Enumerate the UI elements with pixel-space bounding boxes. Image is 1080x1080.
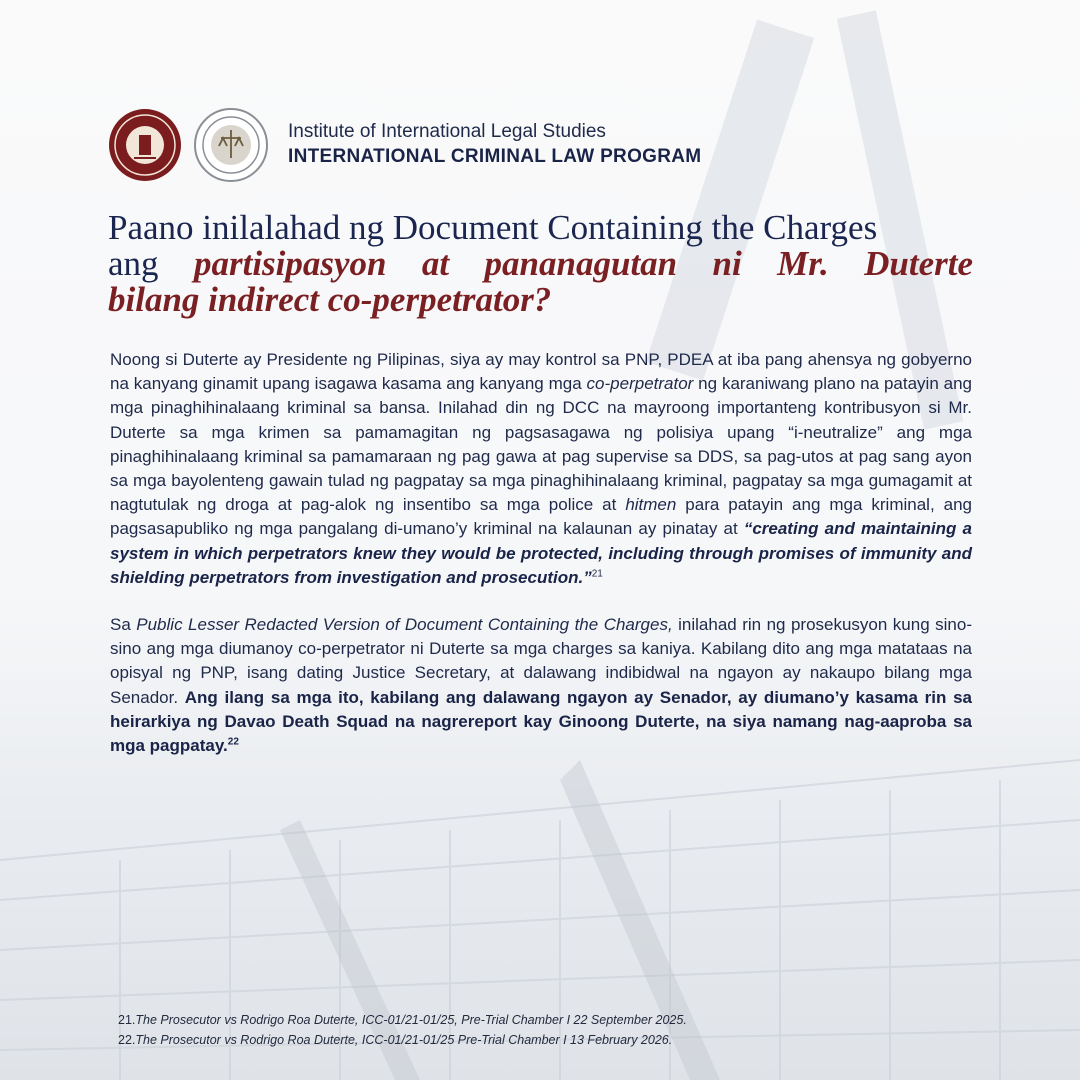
- article-body: [110, 348, 972, 781]
- footnote-number: 22.: [118, 1033, 136, 1047]
- footnote-text: The Prosecutor vs Rodrigo Roa Duterte, ICC-01/21-01/25 Pre-Trial Chamber I 13 February 2026.: [135, 1033, 673, 1047]
- title-line-2: [108, 246, 973, 282]
- institute-name: Institute of International Legal Studies: [288, 121, 606, 143]
- institute-block: [288, 120, 701, 169]
- paragraph-2: [110, 613, 972, 758]
- p2-lead: Sa: [110, 615, 137, 635]
- up-law-seal-logo: [108, 108, 182, 182]
- footnote-22: [118, 1030, 687, 1050]
- title-accent-b: bilang indirect co-perpetrator?: [108, 280, 552, 319]
- title-line-1: Paano inilalahad ng Document Containing the Charges: [108, 208, 878, 247]
- footnote-text: The Prosecutor vs Rodrigo Roa Duterte, ICC-01/21-01/25, Pre-Trial Chamber I 22 September 2025.: [135, 1013, 687, 1027]
- footnote-ref-21: 21: [591, 568, 603, 580]
- program-name: INTERNATIONAL CRIMINAL LAW PROGRAM: [288, 146, 702, 167]
- footnotes: [118, 1010, 687, 1050]
- paragraph-1: [110, 348, 972, 590]
- p1-text-1: Noong si Duterte ay Presidente ng Pilipinas, siya ay may kontrol sa PNP, PDEA at iba pang ahensya ng gobyerno na kanyang ginamit upang isagawa kasama ang kanyang mga: [110, 350, 972, 394]
- footnote-number: 21.: [118, 1013, 136, 1027]
- title-lead: ang: [108, 244, 159, 283]
- p2-bold-statement: Ang ilang sa mga ito, kabilang ang dalawang ngayon ay Senador, ay diumano’y kasama rin sa heirarkiya ng Davao Death Squad na nagrereport kay Ginoong Duterte, na siya namang nag-aaproba sa mga pagpatay.: [110, 687, 973, 756]
- p2-text-1: inilahad rin ng prosekusyon kung sino-sino ang mga diumanoy co-perpetrator ni Duterte sa mga charges sa kaniya. Kabilang dito ang mga matataas na opisyal ng PNP, isang dating Justice Secretary, at dalawang indibidwal na ngayon ay nakaupo bilang mga Senador.: [110, 615, 972, 707]
- p2-document-title: Public Lesser Redacted Version of Document Containing the Charges,: [136, 615, 673, 635]
- title-accent-a: partisipasyon at pananagutan ni Mr. Duterte: [193, 244, 973, 283]
- p1-emphasis-hitmen: hitmen: [625, 495, 677, 515]
- footnote-21: [118, 1010, 687, 1030]
- p1-emphasis-co-perpetrator: co-perpetrator: [586, 374, 694, 394]
- law-center-seal-logo: [194, 108, 268, 182]
- p1-text-3: para patayin ang mga kriminal, ang pagsasapubliko ng mga pangalang di-umano’y kriminal na kalaunan ay pinatay at: [110, 495, 972, 539]
- p1-quote: “creating and maintaining a system in which perpetrators knew they would be protected, including through promises of immunity and shielding perpetrators from investigation and prosecution.”: [110, 519, 972, 587]
- page-title: [108, 210, 973, 318]
- header: [108, 108, 701, 182]
- footnote-ref-22: 22: [227, 736, 239, 748]
- p1-text-2: ng karaniwang plano na patayin ang mga pinaghihinalaang kriminal sa bansa. Inilahad din ng DCC na mayroong importanteng kontribusyon si Mr. Duterte sa mga krimen sa pamamagitan ng pagsasagawa ng polisiya upang “i-neutralize” ang mga pinaghihinalaang kriminal sa pamamaraan ng pag gawa at pag supervise sa DDS, sa pag-utos at pag sang ayon sa mga bayolenteng gawain tulad ng pagpatay sa mga pinaghihinalaang kriminal, pagpatay sa mga gumagamit at nagtutulak ng droga at pag-alok ng insentibo sa mga police at: [110, 374, 972, 515]
